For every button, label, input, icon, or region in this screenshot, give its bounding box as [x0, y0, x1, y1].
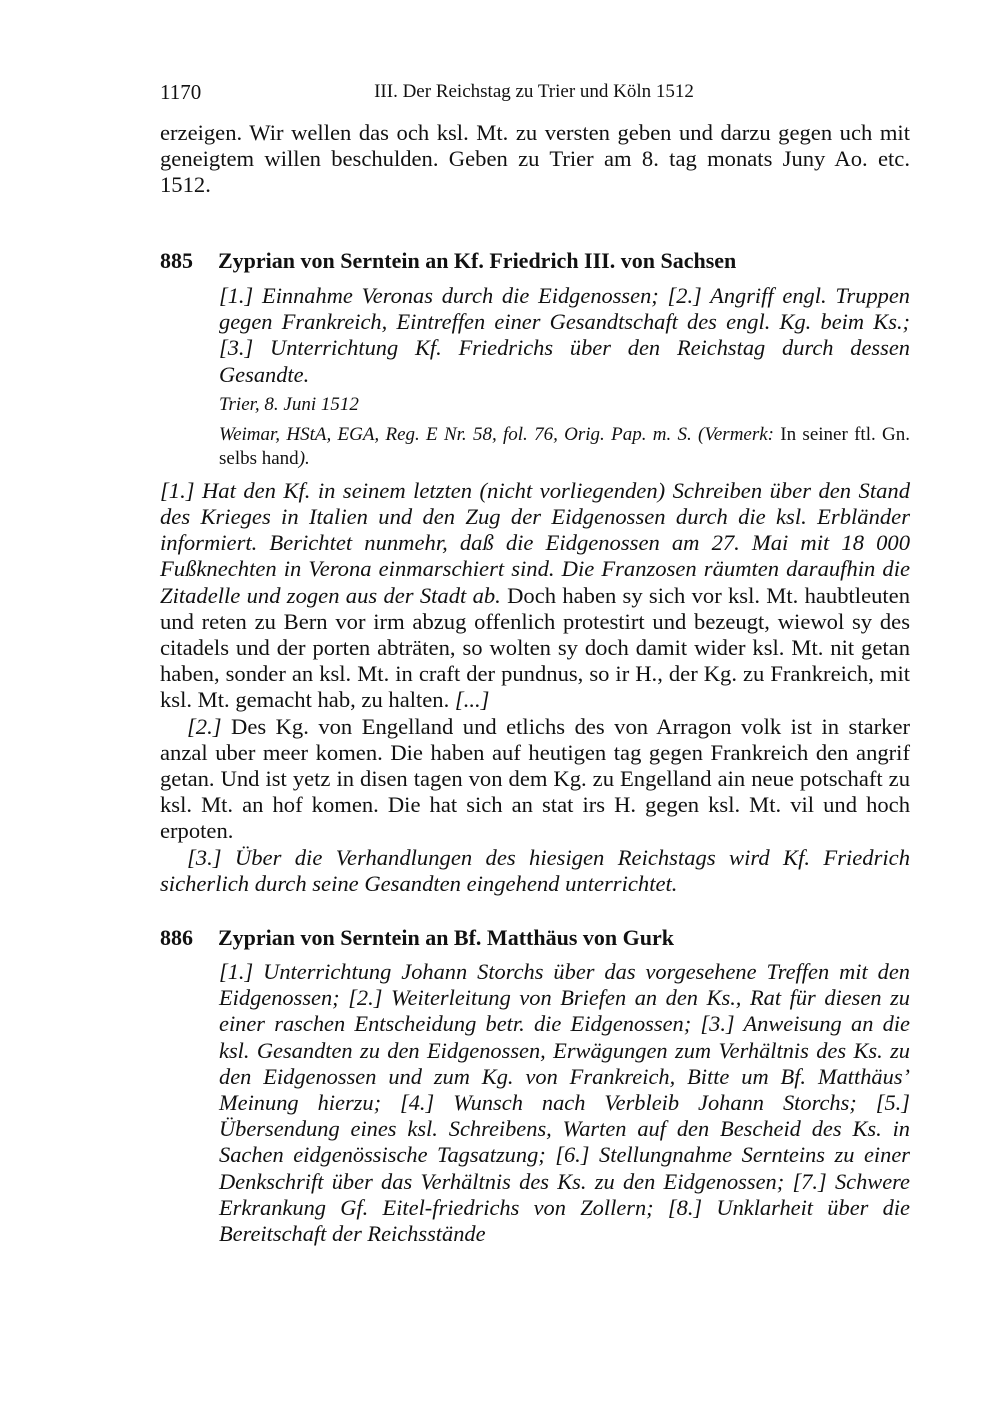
document-body: [160, 478, 910, 897]
intro-paragraph: erzeigen. Wir wellen das och ksl. Mt. zu versten geben und darzu gegen uch mit geneigtem willen beschulden. Geben zu Trier am 8. tag monats Juny Ao. etc. 1512.: [160, 120, 910, 198]
intro-paragraph-block: [160, 120, 910, 199]
document-number: 886: [160, 925, 193, 950]
document-apparatus: [219, 283, 910, 471]
page-number: 1170: [160, 80, 202, 104]
document-title: Zyprian von Serntein an Bf. Matthäus von Gurk: [218, 925, 674, 950]
document-heading-885: [160, 248, 910, 274]
paragraph-marker: [2.]: [187, 713, 222, 739]
document-heading-886: [160, 925, 910, 951]
body-paragraph-1: [160, 478, 910, 714]
paragraph-text: Des Kg. von Engelland und etlichs des von Arragon volk ist in starker anzal uber meer komen. Die haben auf heutigen tag gegen Frankreich den angrif getan. Und ist yetz in disen tagen von dem Kg. zu Engelland ain neue potschaft zu ksl. Mt. an hof komen. Die hat sich an stat irs H. gegen ksl. Mt. vil und hoch erpoten.: [160, 713, 910, 844]
omission-marker: [...]: [454, 687, 490, 713]
body-paragraph-2: [160, 714, 910, 845]
document-886: [160, 925, 910, 1247]
regest: [1.] Einnahme Veronas durch die Eidgenossen; [2.] Angriff engl. Truppen gegen Frankreich, Eintreffen einer Gesandtschaft des engl. Kg. beim Ks.; [3.] Unterrichtung Kf. Friedrichs über den Reichstag durch dessen Gesandte.: [219, 283, 910, 387]
source-italic: Weimar, HStA, EGA, Reg. E Nr. 58, fol. 76, Orig. Pap. m. S. (Vermerk:: [219, 423, 775, 445]
document-apparatus: [219, 959, 910, 1247]
paragraph-summary: [3.] Über die Verhandlungen des hiesigen Reichstags wird Kf. Friedrich sicherlich durch seine Gesandten eingehend unterrichtet.: [160, 844, 910, 896]
document-885: [160, 248, 910, 897]
date-place: Trier, 8. Juni 1512: [219, 393, 359, 415]
document-number: 885: [160, 248, 193, 273]
source-roman: In seiner ftl. Gn. selbs hand: [219, 423, 910, 469]
regest: [1.] Unterrichtung Johann Storchs über das vorgesehene Treffen mit den Eidgenossen; [2.] Weiterleitung von Briefen an den Ks., Rat für diesen zu einer raschen Entscheidung betr. die Eidgenossen; [3.] Anweisung an die ksl. Gesandten zu den Eidgenossen, Erwägungen zum Verhältnis des Ks. zu den Eidgenossen und zum Kg. von Frankreich, Bitte um Bf. Matthäus’ Meinung hierzu; [4.] Wunsch nach Verbleib Johann Storchs; [5.] Übersendung eines ksl. Schreibens, Warten auf den Bescheid des Ks. in Sachen eidgenössische Tagsatzung; [6.] Stellungnahme Sernteins zu einer Denkschrift über das Verhältnis des Ks. zu den Eidgenossen; [7.] Schwere Erkrankung Gf. Eitel-friedrichs von Zollern; [8.] Unklarheit über die Bereitschaft der Reichsstände: [219, 959, 910, 1247]
paragraph-text: Doch haben sy sich vor ksl. Mt. haubtleuten und reten zu Bern vor irm abzug offenlich protestirt und bezeugt, wiewol sy des citadels und der porten abträten, so wolten sy doch damit wider ksl. Mt. nit getan haben, sonder an ksl. Mt. in craft der pundnus, so ir H., der Kg. zu Frankreich, mit ksl. Mt. gemacht hab, zu halten.: [160, 582, 910, 713]
source-note: [219, 423, 910, 471]
paragraph-summary: [1.] Hat den Kf. in seinem letzten (nicht vorliegenden) Schreiben über den Stand des Krieges in Italien und den Zug der Eidgenossen durch die ksl. Erbländer informiert. Berichtet nunmehr, daß die Eidgenossen am 27. Mai mit 18 000 Fußknechten in Verona einmarschiert sind. Die Franzosen räumten daraufhin die Zitadelle und zogen aus der Stadt ab.: [160, 477, 910, 608]
page-header: [160, 80, 908, 110]
running-title: III. Der Reichstag zu Trier und Köln 1512: [374, 81, 694, 102]
document-title: Zyprian von Serntein an Kf. Friedrich III. von Sachsen: [218, 248, 737, 273]
body-paragraph-3: [160, 845, 910, 897]
source-close: ).: [298, 447, 310, 469]
